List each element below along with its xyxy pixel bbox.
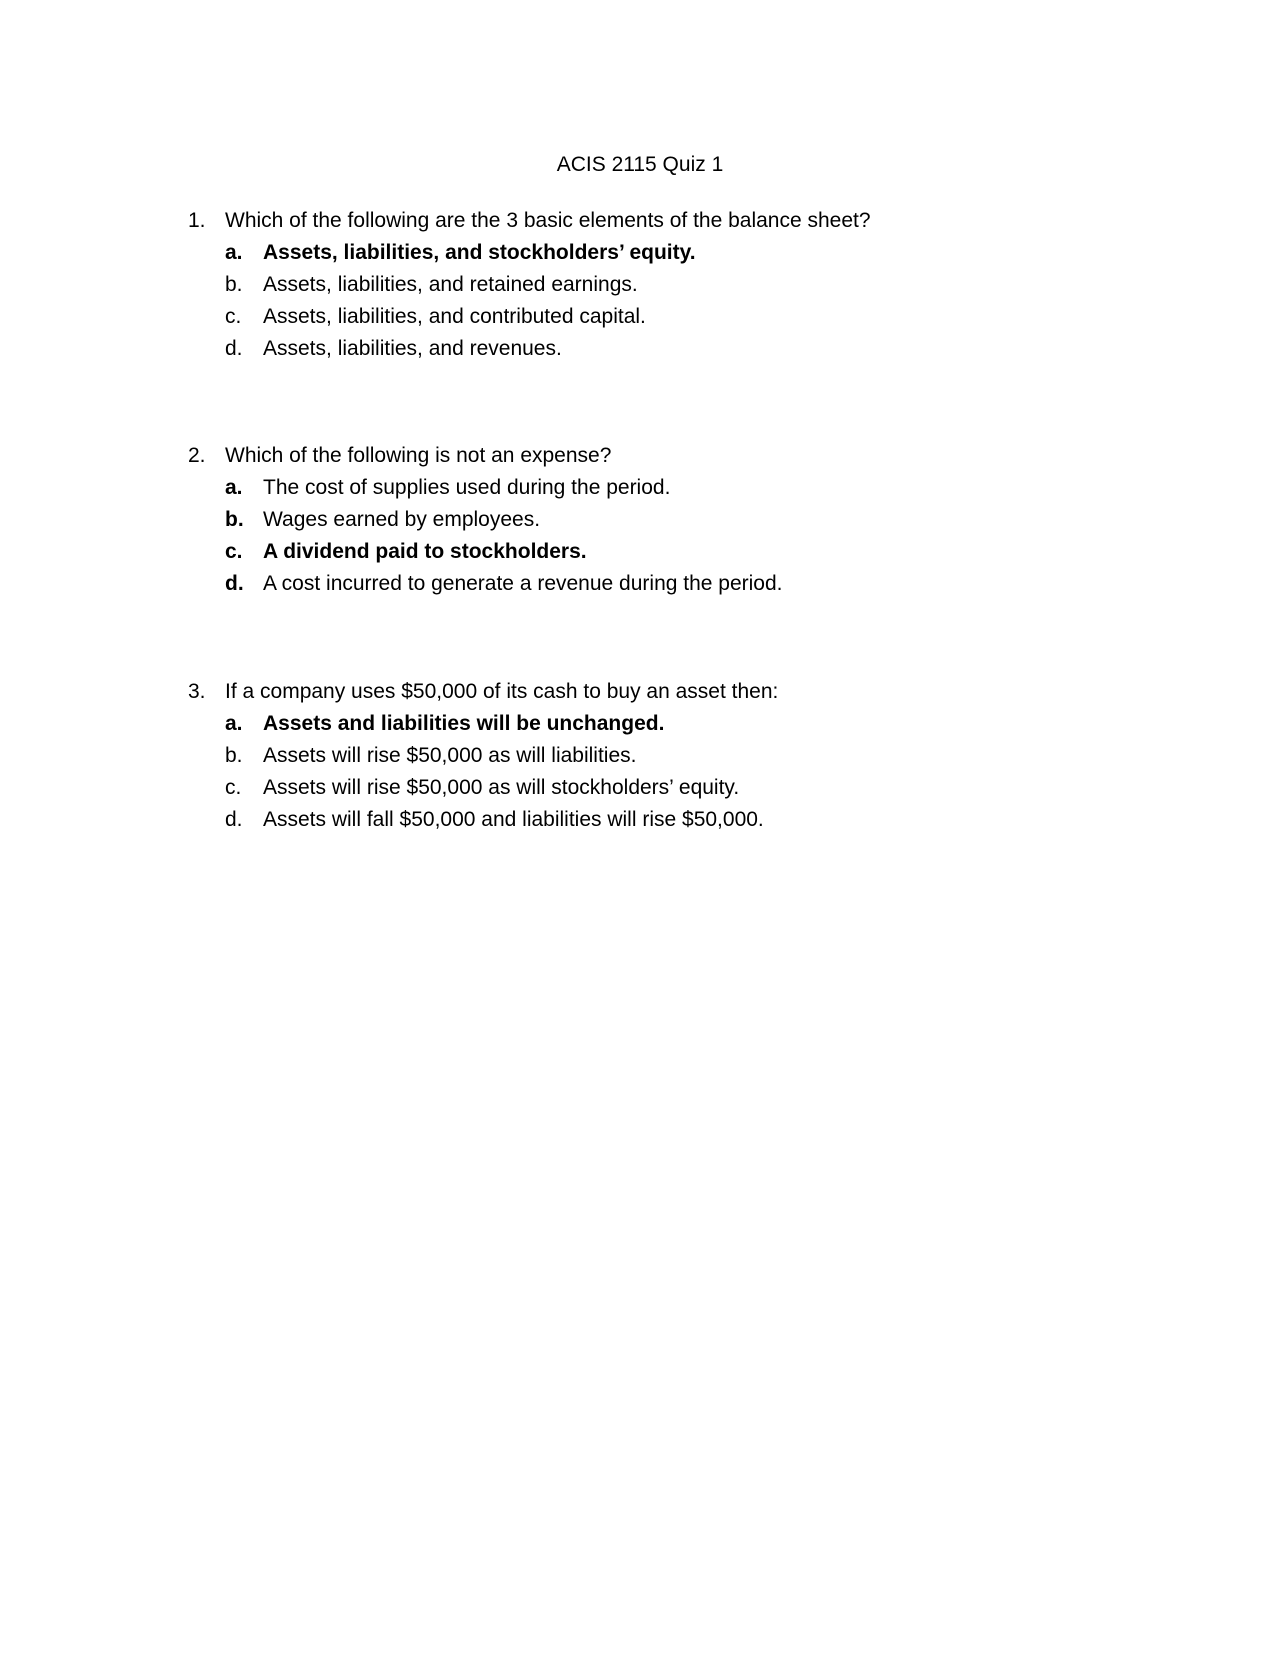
answer-option-c <box>188 301 1188 333</box>
option-text: Assets, liabilities, and retained earnings. <box>263 273 638 296</box>
option-letter: d. <box>225 337 243 360</box>
answer-option-a <box>188 708 1188 740</box>
answer-option-d <box>188 804 1188 836</box>
question-text: If a company uses $50,000 of its cash to buy an asset then: <box>225 680 779 703</box>
option-text: Assets, liabilities, and revenues. <box>263 337 562 360</box>
option-letter: c. <box>225 305 242 328</box>
answer-option-c <box>188 536 1188 568</box>
answer-option-b <box>188 269 1188 301</box>
option-text: Assets and liabilities will be unchanged. <box>263 712 665 735</box>
question-number: 2. <box>188 444 206 467</box>
option-letter: a. <box>225 712 243 735</box>
question-number: 3. <box>188 680 206 703</box>
answer-option-a <box>188 237 1188 269</box>
option-text: Assets will rise $50,000 as will stockholders’ equity. <box>263 776 740 799</box>
question-1 <box>188 205 1188 365</box>
answer-option-d <box>188 333 1188 365</box>
option-letter: a. <box>225 241 243 264</box>
question-3 <box>188 676 1188 836</box>
option-text: A dividend paid to stockholders. <box>263 540 587 563</box>
option-letter: d. <box>225 572 244 595</box>
question-number: 1. <box>188 209 206 232</box>
question-3-stem <box>188 676 1188 708</box>
answer-option-b <box>188 740 1188 772</box>
option-letter: d. <box>225 808 243 831</box>
answer-option-b <box>188 504 1188 536</box>
option-letter: b. <box>225 744 243 767</box>
question-2 <box>188 440 1188 600</box>
question-text: Which of the following is not an expense? <box>225 444 612 467</box>
option-text: The cost of supplies used during the period. <box>263 476 671 499</box>
option-letter: b. <box>225 508 244 531</box>
answer-option-c <box>188 772 1188 804</box>
option-letter: b. <box>225 273 243 296</box>
option-text: Assets will rise $50,000 as will liabilities. <box>263 744 637 767</box>
option-text: Assets, liabilities, and stockholders’ equity. <box>263 241 696 264</box>
answer-option-d <box>188 568 1188 600</box>
document-title: ACIS 2115 Quiz 1 <box>556 153 724 176</box>
option-text: A cost incurred to generate a revenue during the period. <box>263 572 783 595</box>
option-letter: a. <box>225 476 243 499</box>
question-1-stem <box>188 205 1188 237</box>
option-letter: c. <box>225 540 243 563</box>
option-text: Assets, liabilities, and contributed capital. <box>263 305 646 328</box>
answer-option-a <box>188 472 1188 504</box>
option-text: Assets will fall $50,000 and liabilities will rise $50,000. <box>263 808 764 831</box>
option-text: Wages earned by employees. <box>263 508 541 531</box>
question-text: Which of the following are the 3 basic elements of the balance sheet? <box>225 209 871 232</box>
option-letter: c. <box>225 776 242 799</box>
question-2-stem <box>188 440 1188 472</box>
